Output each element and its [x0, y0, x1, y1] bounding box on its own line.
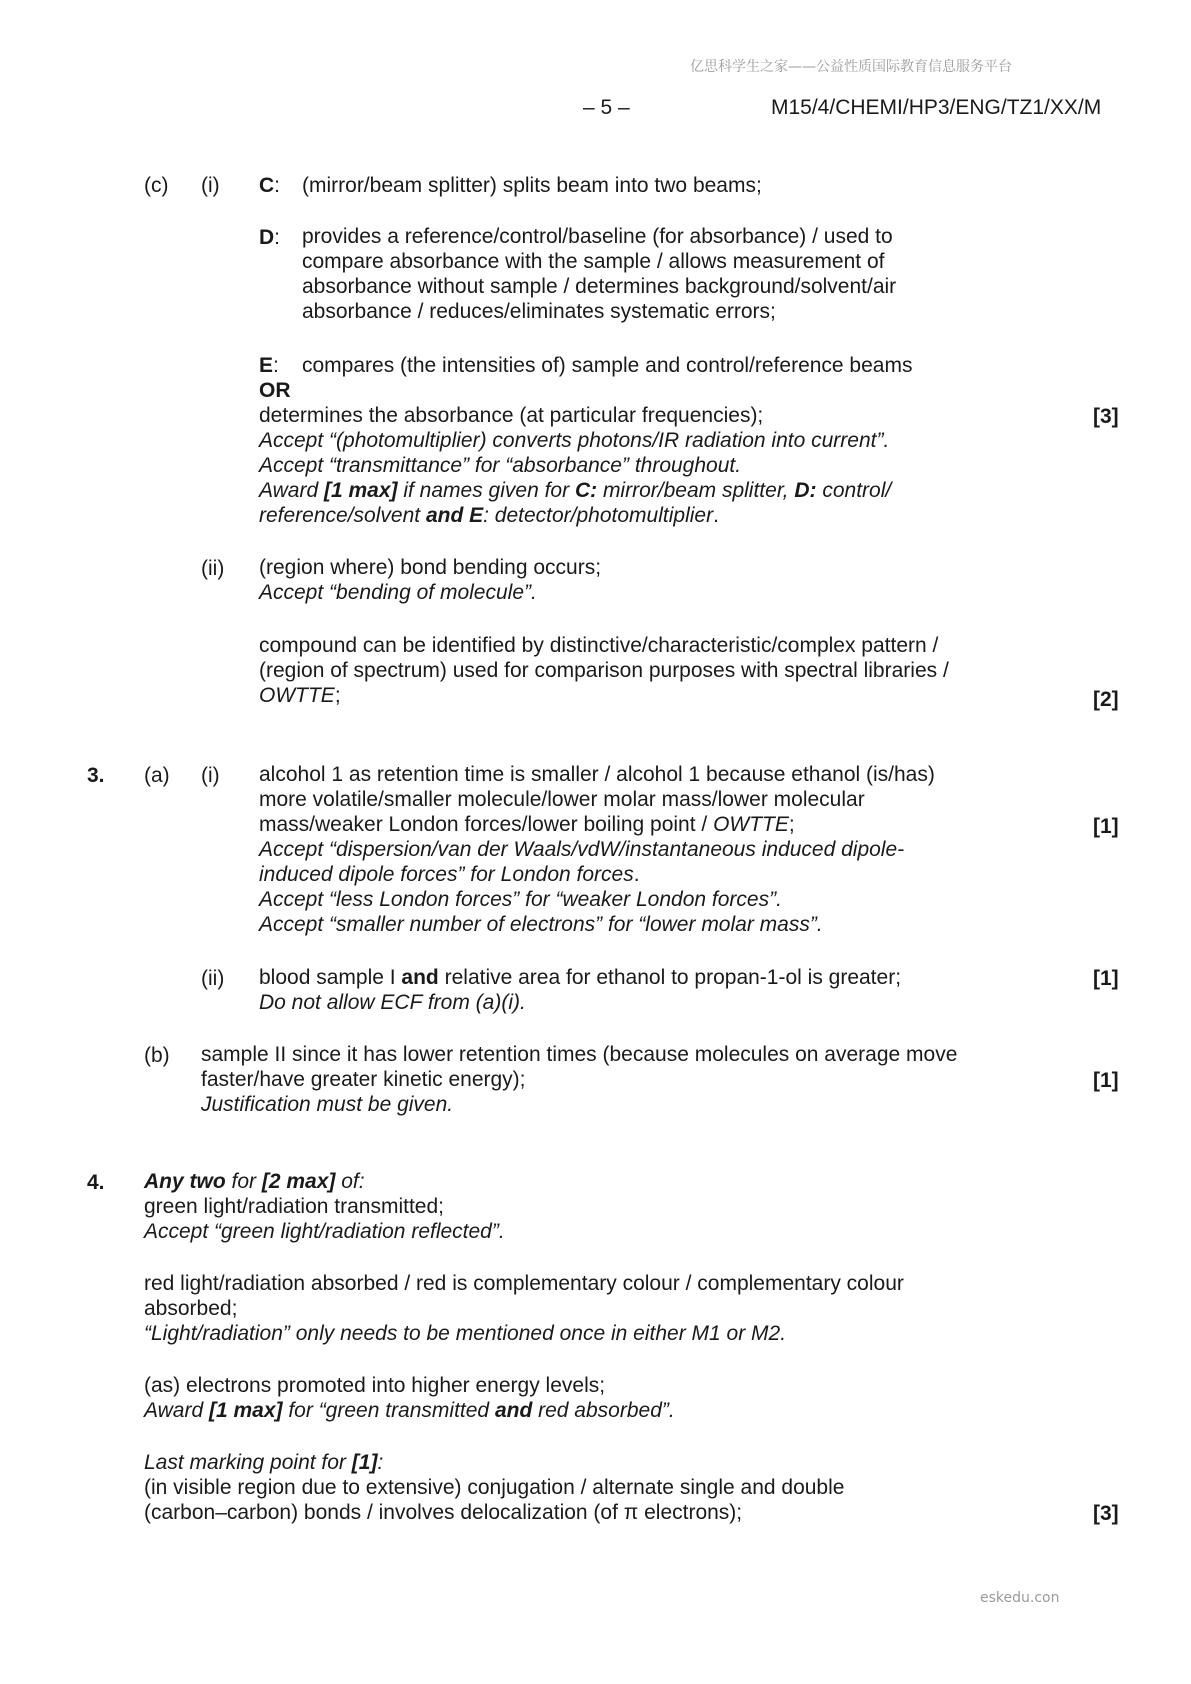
- watermark-bottom: eskedu.con: [980, 1590, 1060, 1606]
- q3a-ii-label: (ii): [201, 967, 225, 990]
- q2c-ii-text: (region where) bond bending occurs; Accept “bending of molecule”.: [259, 556, 602, 604]
- q2c-ii-label: (ii): [201, 557, 225, 580]
- q2c-i-E-continued: OR determines the absorbance (at particular frequencies); Accept “(photomultiplier) converts photons/IR radiation into current”. Accept “transmittance” for “absorbance” throughout. Award [1 max] if names given for C: mirror/beam splitter, D: control/ reference/solvent and E: detector/photomultiplier.: [259, 379, 892, 527]
- q3a-label: (a): [144, 764, 170, 787]
- q3a-ii-mark: [1]: [1093, 967, 1119, 990]
- q3a-i-mark: [1]: [1093, 815, 1119, 838]
- q4-part4: Last marking point for [1]: (in visible region due to extensive) conjugation / alternate single and double (carbon–carbon) bonds / involves delocalization (of π electrons);: [144, 1451, 845, 1524]
- q2c-i-E-text: compares (the intensities of) sample and control/reference beams: [302, 354, 913, 377]
- watermark-top: 亿思科学生之家——公益性质国际教育信息服务平台: [690, 59, 1012, 75]
- q2c-i-mark: [3]: [1093, 405, 1119, 428]
- q2c-i-label: (i): [201, 174, 220, 197]
- q3b-mark: [1]: [1093, 1069, 1119, 1092]
- q2c-ii-mark: [2]: [1093, 688, 1119, 711]
- q3b-label: (b): [144, 1044, 170, 1067]
- q4-part1: Any two for [2 max] of: green light/radiation transmitted; Accept “green light/radiation reflected”.: [144, 1170, 505, 1243]
- q4-number: 4.: [87, 1171, 105, 1194]
- q2c-i-D-text: provides a reference/control/baseline (for absorbance) / used to compare absorbance with the sample / allows measurement of absorbance without sample / determines background/solvent/air absorbance / reduces/eliminates systematic errors;: [302, 225, 897, 323]
- q4-part3: (as) electrons promoted into higher energy levels; Award [1 max] for “green transmitted and red absorbed”.: [144, 1374, 675, 1422]
- page-number: – 5 –: [583, 96, 630, 119]
- q3a-ii-text: blood sample I and relative area for ethanol to propan-1-ol is greater; Do not allow ECF from (a)(i).: [259, 966, 902, 1014]
- q2c-ii-point2: compound can be identified by distinctive/characteristic/complex pattern / (region of spectrum) used for comparison purposes with spectral libraries / OWTTE;: [259, 634, 949, 707]
- q4-mark: [3]: [1093, 1502, 1119, 1525]
- q3b-text: sample II since it has lower retention times (because molecules on average move faster/have greater kinetic energy); Justification must be given.: [201, 1043, 958, 1116]
- q2c-i-C-text: (mirror/beam splitter) splits beam into two beams;: [302, 174, 762, 197]
- q3a-i-text: alcohol 1 as retention time is smaller / alcohol 1 because ethanol (is/has) more volatile/smaller molecule/lower molar mass/lower molecular mass/weaker London forces/lower boiling point / OWTTE; Accept “dispersion/van der Waals/vdW/instantaneous induced dipole- induced dipole forces” for London forces. Accept “less London forces” for “weaker London forces”. Accept “smaller number of electrons” for “lower molar mass”.: [259, 763, 935, 936]
- q4-part2: red light/radiation absorbed / red is complementary colour / complementary colour absorbed; “Light/radiation” only needs to be mentioned once in either M1 or M2.: [144, 1272, 904, 1345]
- q2c-i-E-key: E:: [259, 354, 279, 377]
- q3-number: 3.: [87, 764, 105, 787]
- q2c-i-D-key: D:: [259, 226, 281, 249]
- q2c-i-C-key: C:: [259, 174, 281, 197]
- document-code: M15/4/CHEMI/HP3/ENG/TZ1/XX/M: [771, 96, 1102, 119]
- q2c-label: (c): [144, 174, 169, 197]
- q3a-i-label: (i): [201, 764, 220, 787]
